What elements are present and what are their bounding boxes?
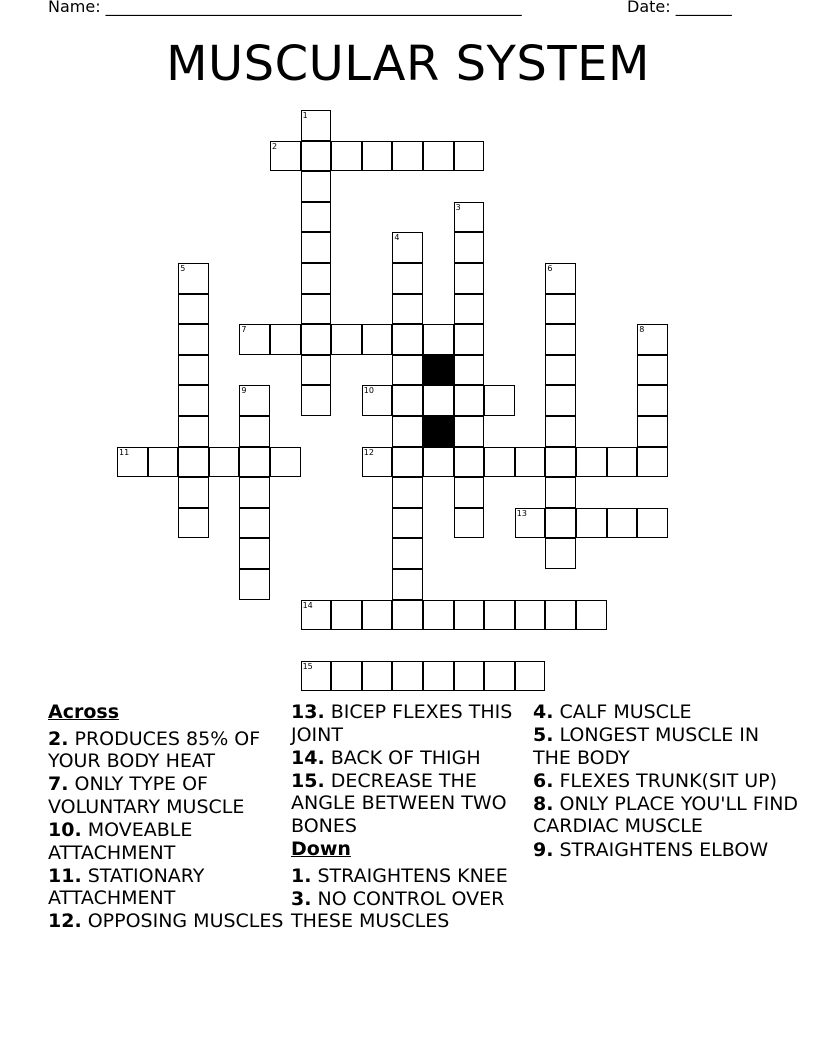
crossword-cell[interactable] bbox=[545, 600, 576, 631]
clue-item-text: ONLY TYPE OF VOLUNTARY MUSCLE bbox=[48, 773, 245, 818]
crossword-cell[interactable] bbox=[454, 477, 485, 508]
crossword-cell[interactable] bbox=[545, 416, 576, 447]
black-square bbox=[423, 416, 454, 447]
clue-number: 9 bbox=[241, 386, 247, 396]
crossword-cell[interactable] bbox=[331, 324, 362, 355]
crossword-cell[interactable] bbox=[392, 600, 423, 631]
clue-item-number: 6. bbox=[533, 769, 554, 792]
crossword-cell[interactable] bbox=[239, 477, 270, 508]
clue-number: 2 bbox=[272, 141, 278, 151]
clue-item-text: LONGEST MUSCLE IN THE BODY bbox=[533, 724, 760, 769]
across-heading: Across bbox=[48, 701, 120, 723]
crossword-cell[interactable] bbox=[392, 569, 423, 600]
clue-column-3 bbox=[533, 701, 803, 862]
clue-item bbox=[291, 888, 531, 933]
clue-item-number: 10. bbox=[48, 818, 82, 841]
crossword-cell[interactable] bbox=[454, 508, 485, 539]
clue-number: 12 bbox=[363, 447, 374, 457]
crossword-cell[interactable] bbox=[484, 447, 515, 478]
clue-number: 5 bbox=[180, 264, 186, 273]
clue-item-text: CALF MUSCLE bbox=[559, 701, 692, 723]
clue-column-2 bbox=[291, 701, 531, 933]
crossword-cell[interactable] bbox=[301, 171, 332, 202]
clue-number: 15 bbox=[302, 661, 313, 671]
crossword-cell[interactable] bbox=[178, 294, 209, 325]
clue-item bbox=[291, 770, 531, 838]
clue-number: 3 bbox=[455, 202, 461, 212]
crossword-cell[interactable] bbox=[301, 110, 332, 141]
crossword-cell[interactable] bbox=[270, 324, 301, 355]
clue-item-text: FLEXES TRUNK(SIT UP) bbox=[559, 769, 778, 792]
clue-column-1 bbox=[48, 701, 288, 933]
clue-number: 8 bbox=[639, 325, 645, 335]
clue-item-number: 11. bbox=[48, 864, 82, 887]
clue-item-number: 8. bbox=[533, 792, 554, 815]
clue-number: 6 bbox=[547, 264, 553, 273]
crossword-cell[interactable] bbox=[178, 416, 209, 447]
crossword-cell[interactable] bbox=[178, 508, 209, 539]
crossword-cell[interactable] bbox=[454, 294, 485, 325]
crossword-cell[interactable] bbox=[545, 355, 576, 386]
clue-item-text: OPPOSING MUSCLES bbox=[87, 910, 284, 933]
crossword-cell[interactable] bbox=[637, 324, 668, 355]
crossword-cell[interactable] bbox=[392, 538, 423, 569]
crossword-cell[interactable] bbox=[637, 355, 668, 386]
clue-item bbox=[291, 865, 531, 888]
crossword-cell[interactable] bbox=[178, 385, 209, 416]
crossword-cell[interactable] bbox=[239, 538, 270, 569]
crossword-cell[interactable] bbox=[545, 508, 576, 539]
clue-item-text: BICEP FLEXES THIS JOINT bbox=[291, 701, 513, 746]
crossword-cell[interactable] bbox=[331, 141, 362, 172]
crossword-cell[interactable] bbox=[301, 600, 332, 631]
black-square bbox=[423, 355, 454, 386]
crossword-cell[interactable] bbox=[637, 416, 668, 447]
crossword-cell[interactable] bbox=[239, 569, 270, 600]
clue-item-text: STRAIGHTENS KNEE bbox=[317, 864, 508, 887]
clue-item bbox=[533, 793, 803, 838]
clue-item-number: 5. bbox=[533, 724, 554, 747]
crossword-cell[interactable] bbox=[270, 141, 301, 172]
crossword-cell[interactable] bbox=[515, 447, 546, 478]
crossword-cell[interactable] bbox=[576, 600, 607, 631]
crossword-cell[interactable] bbox=[423, 661, 454, 692]
crossword-cell[interactable] bbox=[545, 294, 576, 325]
crossword-cell[interactable] bbox=[607, 447, 638, 478]
crossword-cell[interactable] bbox=[392, 447, 423, 478]
down-heading: Down bbox=[291, 838, 351, 861]
clue-item bbox=[48, 865, 288, 910]
crossword-cell[interactable] bbox=[545, 324, 576, 355]
crossword-cell[interactable] bbox=[545, 263, 576, 294]
crossword-cell[interactable] bbox=[484, 385, 515, 416]
crossword-cell[interactable] bbox=[484, 600, 515, 631]
crossword-cell[interactable] bbox=[392, 385, 423, 416]
crossword-cell[interactable] bbox=[301, 141, 332, 172]
crossword-cell[interactable] bbox=[178, 355, 209, 386]
crossword-cell[interactable] bbox=[454, 355, 485, 386]
crossword-cell[interactable] bbox=[637, 508, 668, 539]
crossword-cell[interactable] bbox=[545, 538, 576, 569]
crossword-cell[interactable] bbox=[515, 661, 546, 692]
crossword-cell[interactable] bbox=[301, 294, 332, 325]
clue-item-number: 2. bbox=[48, 727, 69, 750]
crossword-cell[interactable] bbox=[392, 661, 423, 692]
crossword-cell[interactable] bbox=[117, 447, 148, 478]
crossword-cell[interactable] bbox=[392, 263, 423, 294]
clue-number: 13 bbox=[516, 508, 527, 518]
crossword-cell[interactable] bbox=[392, 477, 423, 508]
crossword-cell[interactable] bbox=[515, 600, 546, 631]
clue-item bbox=[48, 728, 288, 773]
crossword-cell[interactable] bbox=[362, 324, 393, 355]
crossword-cell[interactable] bbox=[423, 324, 454, 355]
crossword-cell[interactable] bbox=[454, 141, 485, 172]
crossword-cell[interactable] bbox=[331, 661, 362, 692]
clue-item-text: STATIONARY ATTACHMENT bbox=[48, 864, 205, 910]
crossword-cell[interactable] bbox=[362, 385, 393, 416]
crossword-cell[interactable] bbox=[484, 661, 515, 692]
clue-item bbox=[533, 839, 803, 862]
clue-item-number: 4. bbox=[533, 701, 554, 723]
clue-item-number: 14. bbox=[291, 746, 325, 769]
crossword-cell[interactable] bbox=[576, 508, 607, 539]
clue-item bbox=[533, 701, 803, 724]
crossword-cell[interactable] bbox=[301, 263, 332, 294]
page-title: MUSCULAR SYSTEM bbox=[166, 36, 650, 92]
crossword-cell[interactable] bbox=[392, 232, 423, 263]
clue-item bbox=[48, 773, 288, 818]
crossword-cell[interactable] bbox=[301, 355, 332, 386]
crossword-cell[interactable] bbox=[362, 141, 393, 172]
crossword-cell[interactable] bbox=[515, 508, 546, 539]
clue-item-number: 12. bbox=[48, 910, 82, 933]
clue-item-number: 15. bbox=[291, 769, 325, 792]
clue-item bbox=[291, 747, 531, 770]
clue-number: 11 bbox=[119, 447, 130, 457]
crossword-cell[interactable] bbox=[637, 385, 668, 416]
clue-item bbox=[533, 724, 803, 769]
crossword-cell[interactable] bbox=[545, 477, 576, 508]
crossword-cell[interactable] bbox=[301, 324, 332, 355]
clue-item-text: STRAIGHTENS ELBOW bbox=[559, 838, 769, 861]
crossword-cell[interactable] bbox=[301, 661, 332, 692]
clue-number: 10 bbox=[363, 386, 374, 396]
crossword-cell[interactable] bbox=[454, 385, 485, 416]
crossword-cell[interactable] bbox=[392, 355, 423, 386]
crossword-cell[interactable] bbox=[392, 508, 423, 539]
crossword-cell[interactable] bbox=[209, 447, 240, 478]
crossword-cell[interactable] bbox=[454, 416, 485, 447]
crossword-cell[interactable] bbox=[637, 447, 668, 478]
clue-item-number: 7. bbox=[48, 773, 69, 796]
clue-number: 4 bbox=[394, 233, 400, 243]
crossword-cell[interactable] bbox=[423, 141, 454, 172]
crossword-cell[interactable] bbox=[362, 600, 393, 631]
crossword-cell[interactable] bbox=[239, 416, 270, 447]
crossword-cell[interactable] bbox=[178, 324, 209, 355]
date-field-label: Date: _______ bbox=[627, 0, 732, 16]
clue-item-number: 1. bbox=[291, 864, 312, 887]
crossword-cell[interactable] bbox=[270, 447, 301, 478]
crossword-cell[interactable] bbox=[301, 385, 332, 416]
clue-item bbox=[291, 701, 531, 746]
clue-item bbox=[48, 910, 288, 933]
crossword-cell[interactable] bbox=[454, 661, 485, 692]
crossword-cell[interactable] bbox=[301, 232, 332, 263]
clue-item-text: MOVEABLE ATTACHMENT bbox=[48, 818, 193, 864]
crossword-cell[interactable] bbox=[545, 447, 576, 478]
crossword-cell[interactable] bbox=[545, 385, 576, 416]
crossword-cell[interactable] bbox=[454, 324, 485, 355]
crossword-cell[interactable] bbox=[239, 447, 270, 478]
crossword-cell[interactable] bbox=[239, 324, 270, 355]
crossword-cell[interactable] bbox=[392, 294, 423, 325]
crossword-cell[interactable] bbox=[392, 416, 423, 447]
crossword-cell[interactable] bbox=[239, 385, 270, 416]
crossword-cell[interactable] bbox=[454, 600, 485, 631]
crossword-cell[interactable] bbox=[576, 447, 607, 478]
clue-item-number: 9. bbox=[533, 838, 554, 861]
clue-item-text: ONLY PLACE YOU'LL FIND CARDIAC MUSCLE bbox=[533, 792, 799, 838]
clue-number: 7 bbox=[241, 325, 247, 335]
clue-item-text: BACK OF THIGH bbox=[330, 746, 481, 769]
clue-item-text: PRODUCES 85% OF YOUR BODY HEAT bbox=[48, 727, 261, 773]
clue-number: 14 bbox=[302, 600, 313, 610]
crossword-cell[interactable] bbox=[301, 202, 332, 233]
clue-item-number: 3. bbox=[291, 887, 312, 910]
clue-number: 1 bbox=[302, 111, 308, 120]
crossword-cell[interactable] bbox=[178, 447, 209, 478]
clue-item-text: DECREASE THE ANGLE BETWEEN TWO BONES bbox=[291, 769, 507, 837]
crossword-cell[interactable] bbox=[423, 447, 454, 478]
crossword-cell[interactable] bbox=[423, 385, 454, 416]
crossword-cell[interactable] bbox=[423, 600, 454, 631]
crossword-cell[interactable] bbox=[392, 141, 423, 172]
crossword-cell[interactable] bbox=[607, 508, 638, 539]
clue-item bbox=[533, 770, 803, 793]
crossword-cell[interactable] bbox=[392, 324, 423, 355]
crossword-cell[interactable] bbox=[454, 232, 485, 263]
crossword-cell[interactable] bbox=[331, 600, 362, 631]
name-field-label: Name: ____________________________________________________ bbox=[48, 0, 522, 16]
crossword-cell[interactable] bbox=[148, 447, 179, 478]
clue-item-number: 13. bbox=[291, 701, 325, 723]
crossword-cell[interactable] bbox=[362, 661, 393, 692]
crossword-cell[interactable] bbox=[362, 447, 393, 478]
crossword-cell[interactable] bbox=[454, 202, 485, 233]
crossword-cell[interactable] bbox=[178, 263, 209, 294]
clue-item-text: NO CONTROL OVER THESE MUSCLES bbox=[291, 887, 505, 933]
clue-item bbox=[48, 819, 288, 864]
crossword-cell[interactable] bbox=[178, 477, 209, 508]
crossword-cell[interactable] bbox=[454, 263, 485, 294]
crossword-cell[interactable] bbox=[239, 508, 270, 539]
crossword-cell[interactable] bbox=[454, 447, 485, 478]
